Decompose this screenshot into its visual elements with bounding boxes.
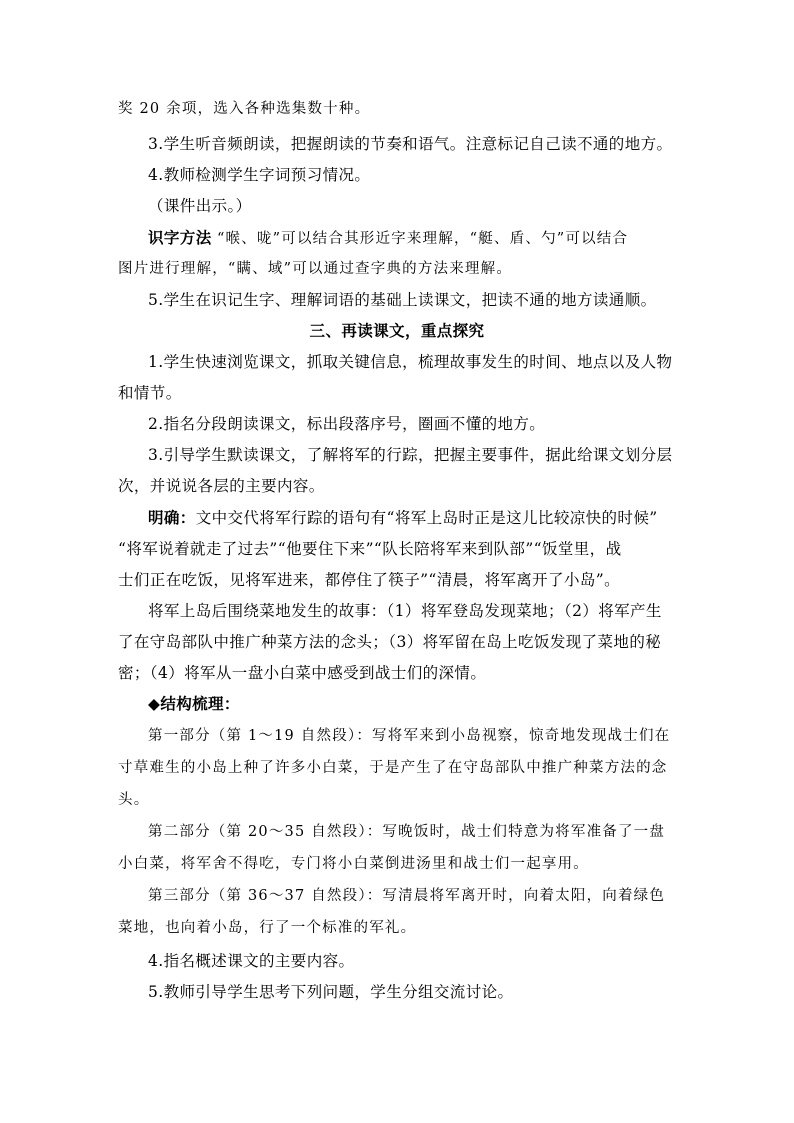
text-line: 第一部分（第 1～19 自然段）：写将军来到小岛视察，惊奇地发现战士们在	[148, 728, 671, 744]
text-line: 5.学生在识记生字、理解词语的基础上读课文，把读不通的地方读通顺。	[148, 291, 657, 309]
method-label: 识字方法	[148, 228, 212, 247]
text-line: 图片进行理解，“瞒、域”可以通过查字典的方法来理解。	[118, 261, 513, 277]
text-line	[148, 693, 718, 715]
method-text: “喉、咙”可以结合其形近字来理解，“艇、盾、勺”可以结合	[216, 231, 629, 247]
text-line: 奖 20 余项，选入各种选集数十种。	[118, 101, 371, 117]
text-line	[148, 227, 718, 250]
text-line: 和情节。	[118, 384, 182, 402]
text-line: 小白菜，将军舍不得吃，专门将小白菜倒进汤里和战士们一起享用。	[118, 856, 589, 872]
text-line: 2.指名分段朗读课文，标出段落序号，圈画不懂的地方。	[148, 415, 546, 433]
text-line: 5.教师引导学生思考下列问题，学生分组交流讨论。	[148, 983, 514, 1001]
text-line: 4.教师检测学生字词预习情况。	[148, 166, 371, 184]
text-line: 头。	[118, 792, 150, 808]
text-line: 寸草难生的小岛上种了许多小白菜，于是产生了在守岛部队中推广种菜方法的念	[118, 760, 668, 776]
text-line: 了在守岛部队中推广种菜方法的念头；（3）将军留在岛上吃饭发现了菜地的秘	[118, 633, 662, 651]
clarify-label: 明确：	[148, 508, 196, 527]
section-heading: 三、再读课文，重点探究	[309, 321, 485, 340]
text-line: 菜地，也向着小岛，行了一个标准的军礼。	[118, 920, 417, 936]
text-line: 密；（4）将军从一盘小白菜中感受到战士们的深情。	[118, 664, 487, 682]
text-line: 第二部分（第 20～35 自然段）：写晚饭时，战士们特意为将军准备了一盘	[148, 824, 666, 840]
text-line: （课件出示。）	[148, 197, 252, 215]
text-line: 1.学生快速浏览课文，抓取关键信息，梳理故事发生的时间、地点以及人物	[148, 353, 673, 371]
text-line: 3.学生听音频朗读，把握朗读的节奏和语气。注意标记自己读不通的地方。	[148, 135, 673, 153]
diamond-bullet-icon: ◆	[148, 694, 161, 713]
text-line: 4.指名概述课文的主要内容。	[148, 952, 355, 970]
text-line: 次，并说说各层的主要内容。	[118, 477, 325, 495]
text-line: 将军上岛后围绕菜地发生的故事：（1）将军登岛发现菜地；（2）将军产生	[148, 602, 662, 620]
text-line: 士们正在吃饭，见将军进来，都停住了筷子”“清晨，将军离开了小岛”。	[118, 571, 620, 589]
text-line: “将军说着就走了过去”“他要住下来”“队长陪将军来到队部”“饭堂里，战	[118, 540, 622, 558]
text-line: 第三部分（第 36～37 自然段）：写清晨将军离开时，向着太阳，向着绿色	[148, 888, 666, 904]
structure-label: 结构梳理：	[160, 694, 240, 713]
text-line	[148, 507, 718, 529]
clarify-text: 文中交代将军行踪的语句有“将军上岛时正是这儿比较凉快的时候”	[195, 509, 658, 527]
text-line: 3.引导学生默读课文，了解将军的行踪，把握主要事件，据此给课文划分层	[148, 446, 673, 464]
